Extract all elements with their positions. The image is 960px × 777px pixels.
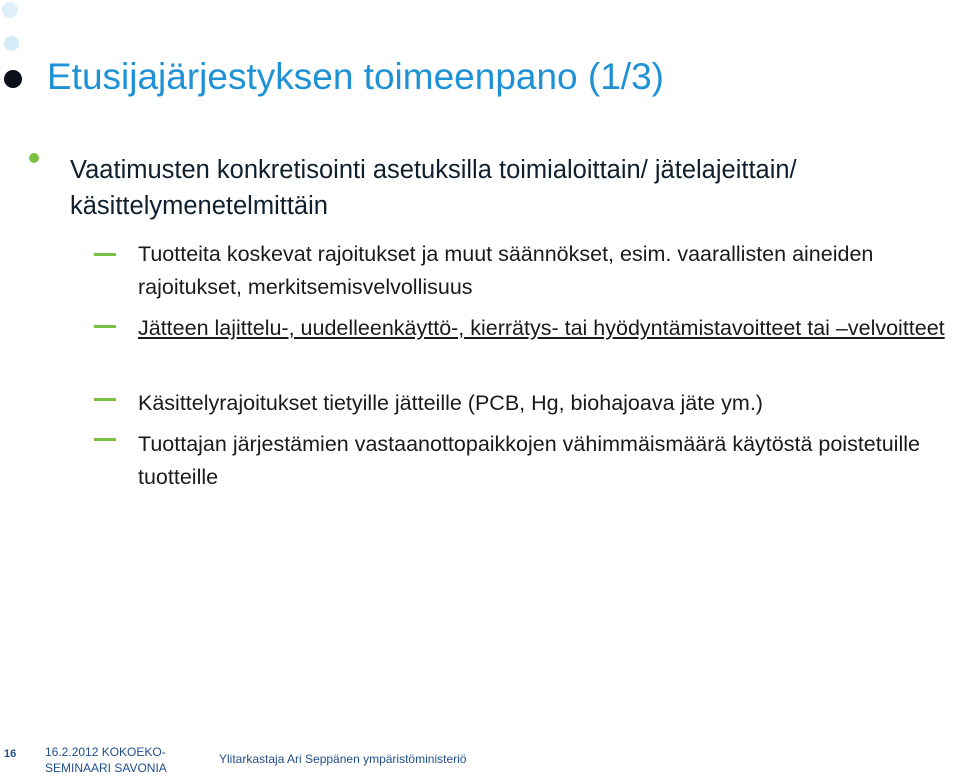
- sub-point-4: Tuottajan järjestämien vastaanottopaikkojen vähimmäismäärä käytöstä poistetuille tuotteille: [138, 432, 920, 489]
- sub-point-2-text: Jätteen lajittelu-, uudelleenkäyttö-, kierrätys- tai hyödyntämistavoitteet tai –velvoitteet: [138, 316, 945, 340]
- decorative-dots: [0, 0, 30, 100]
- page-number: 16: [4, 748, 17, 760]
- sub-point-3: Käsittelyrajoitukset tietyille jätteille (PCB, Hg, biohajoava jäte ym.): [138, 391, 763, 415]
- sub-point-1: Tuotteita koskevat rajoitukset ja muut säännökset, esim. vaarallisten aineiden rajoitukset, merkitsemisvelvollisuus: [138, 242, 874, 299]
- sub-point-2: [138, 312, 953, 345]
- decor-dot-icon: [2, 2, 18, 18]
- decor-dot-icon: [4, 70, 22, 88]
- dash-icon: [94, 325, 116, 328]
- footer-event: 16.2.2012 KOKOEKO-SEMINAARI SAVONIA: [45, 745, 167, 775]
- dash-icon: [94, 253, 116, 256]
- slide-title: Etusijajärjestyksen toimeenpano (1/3): [47, 56, 664, 97]
- bullet-dot-icon: [29, 153, 39, 163]
- footer-author: Ylitarkastaja Ari Seppänen ympäristöministeriö: [219, 752, 467, 766]
- dash-icon: [94, 398, 116, 401]
- decor-dot-icon: [4, 36, 19, 51]
- main-point: Vaatimusten konkretisointi asetuksilla toimialoittain/ jätelajeittain/ käsittelymenetelmittäin: [70, 156, 797, 220]
- dash-icon: [94, 438, 116, 441]
